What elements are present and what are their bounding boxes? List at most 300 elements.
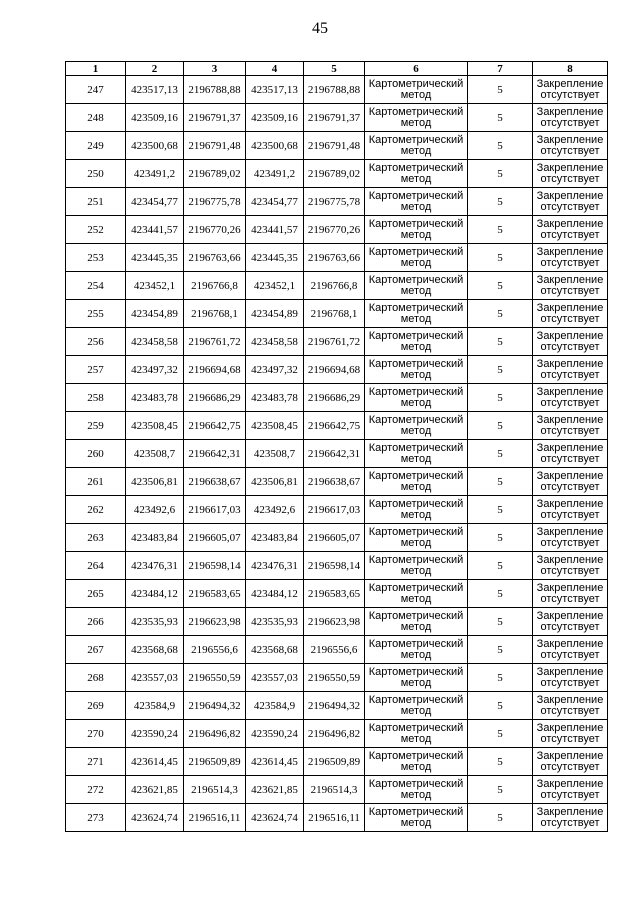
note-cell — [533, 328, 608, 356]
method-cell — [365, 636, 468, 664]
method-cell — [365, 104, 468, 132]
point-number-cell: 259 — [66, 412, 126, 440]
point-number-cell: 269 — [66, 692, 126, 720]
y-coordinate-cell: 2196791,48 — [184, 132, 246, 160]
point-number-cell: 258 — [66, 384, 126, 412]
x-coordinate-cell: 423590,24 — [246, 720, 304, 748]
x-coordinate-cell: 423506,81 — [126, 468, 184, 496]
method-text: Картометрический — [368, 497, 464, 510]
note-text: отсутствует — [540, 564, 600, 577]
note-text: Закрепление — [536, 581, 604, 594]
note-text: отсутствует — [540, 648, 600, 661]
column-header: 8 — [533, 62, 608, 76]
y-coordinate-cell: 2196514,3 — [184, 776, 246, 804]
method-cell — [365, 580, 468, 608]
table-row — [66, 524, 608, 552]
method-text: Картометрический — [368, 301, 464, 314]
method-text: Картометрический — [368, 217, 464, 230]
note-cell — [533, 468, 608, 496]
method-text: метод — [400, 116, 432, 129]
note-text: Закрепление — [536, 441, 604, 454]
note-text: отсутствует — [540, 816, 600, 829]
x-coordinate-cell: 423454,89 — [126, 300, 184, 328]
accuracy-cell: 5 — [468, 496, 533, 524]
method-text: Картометрический — [368, 721, 464, 734]
table-row — [66, 384, 608, 412]
note-text: Закрепление — [536, 385, 604, 398]
x-coordinate-cell: 423614,45 — [246, 748, 304, 776]
note-text: Закрепление — [536, 693, 604, 706]
x-coordinate-cell: 423476,31 — [246, 552, 304, 580]
y-coordinate-cell: 2196763,66 — [304, 244, 365, 272]
method-cell — [365, 720, 468, 748]
x-coordinate-cell: 423624,74 — [246, 804, 304, 832]
y-coordinate-cell: 2196791,48 — [304, 132, 365, 160]
x-coordinate-cell: 423568,68 — [126, 636, 184, 664]
x-coordinate-cell: 423484,12 — [246, 580, 304, 608]
point-number-cell: 268 — [66, 664, 126, 692]
y-coordinate-cell: 2196791,37 — [304, 104, 365, 132]
table-row — [66, 440, 608, 468]
method-text: метод — [400, 228, 432, 241]
point-number-cell: 265 — [66, 580, 126, 608]
method-text: метод — [400, 144, 432, 157]
method-text: Картометрический — [368, 133, 464, 146]
x-coordinate-cell: 423621,85 — [126, 776, 184, 804]
method-text: метод — [400, 732, 432, 745]
note-cell — [533, 608, 608, 636]
note-cell — [533, 272, 608, 300]
x-coordinate-cell: 423454,77 — [246, 188, 304, 216]
y-coordinate-cell: 2196766,8 — [184, 272, 246, 300]
point-number-cell: 262 — [66, 496, 126, 524]
note-text: Закрепление — [536, 133, 604, 146]
method-text: Картометрический — [368, 469, 464, 482]
point-number-cell: 249 — [66, 132, 126, 160]
y-coordinate-cell: 2196623,98 — [184, 608, 246, 636]
y-coordinate-cell: 2196556,6 — [304, 636, 365, 664]
x-coordinate-cell: 423458,58 — [126, 328, 184, 356]
note-text: Закрепление — [536, 777, 604, 790]
method-cell — [365, 76, 468, 104]
table-row — [66, 692, 608, 720]
accuracy-cell: 5 — [468, 244, 533, 272]
note-text: Закрепление — [536, 245, 604, 258]
x-coordinate-cell: 423454,89 — [246, 300, 304, 328]
note-text: Закрепление — [536, 553, 604, 566]
x-coordinate-cell: 423584,9 — [126, 692, 184, 720]
method-text: метод — [400, 816, 432, 829]
method-text: метод — [400, 256, 432, 269]
method-text: метод — [400, 508, 432, 521]
y-coordinate-cell: 2196598,14 — [304, 552, 365, 580]
y-coordinate-cell: 2196598,14 — [184, 552, 246, 580]
note-cell — [533, 300, 608, 328]
x-coordinate-cell: 423557,03 — [246, 664, 304, 692]
table-row — [66, 776, 608, 804]
y-coordinate-cell: 2196496,82 — [304, 720, 365, 748]
note-text: Закрепление — [536, 273, 604, 286]
accuracy-cell: 5 — [468, 412, 533, 440]
method-text: метод — [400, 284, 432, 297]
note-cell — [533, 776, 608, 804]
method-text: метод — [400, 648, 432, 661]
method-cell — [365, 412, 468, 440]
y-coordinate-cell: 2196617,03 — [304, 496, 365, 524]
accuracy-cell: 5 — [468, 748, 533, 776]
x-coordinate-cell: 423557,03 — [126, 664, 184, 692]
x-coordinate-cell: 423458,58 — [246, 328, 304, 356]
note-text: отсутствует — [540, 340, 600, 353]
x-coordinate-cell: 423509,16 — [126, 104, 184, 132]
note-text: отсутствует — [540, 760, 600, 773]
method-text: метод — [400, 480, 432, 493]
y-coordinate-cell: 2196789,02 — [304, 160, 365, 188]
x-coordinate-cell: 423497,32 — [246, 356, 304, 384]
table-row — [66, 552, 608, 580]
table-row — [66, 720, 608, 748]
note-text: Закрепление — [536, 637, 604, 650]
y-coordinate-cell: 2196768,1 — [304, 300, 365, 328]
accuracy-cell: 5 — [468, 160, 533, 188]
method-text: Картометрический — [368, 273, 464, 286]
x-coordinate-cell: 423508,7 — [246, 440, 304, 468]
method-cell — [365, 328, 468, 356]
y-coordinate-cell: 2196638,67 — [184, 468, 246, 496]
note-text: отсутствует — [540, 788, 600, 801]
point-number-cell: 271 — [66, 748, 126, 776]
method-cell — [365, 132, 468, 160]
note-text: Закрепление — [536, 525, 604, 538]
accuracy-cell: 5 — [468, 552, 533, 580]
y-coordinate-cell: 2196694,68 — [304, 356, 365, 384]
x-coordinate-cell: 423517,13 — [246, 76, 304, 104]
point-number-cell: 251 — [66, 188, 126, 216]
note-text: отсутствует — [540, 144, 600, 157]
table-row — [66, 580, 608, 608]
note-text: отсутствует — [540, 620, 600, 633]
note-cell — [533, 188, 608, 216]
y-coordinate-cell: 2196642,31 — [184, 440, 246, 468]
method-text: Картометрический — [368, 161, 464, 174]
y-coordinate-cell: 2196770,26 — [184, 216, 246, 244]
note-cell — [533, 160, 608, 188]
table-row — [66, 272, 608, 300]
method-text: метод — [400, 620, 432, 633]
y-coordinate-cell: 2196642,75 — [304, 412, 365, 440]
accuracy-cell: 5 — [468, 580, 533, 608]
x-coordinate-cell: 423568,68 — [246, 636, 304, 664]
accuracy-cell: 5 — [468, 692, 533, 720]
note-text: отсутствует — [540, 200, 600, 213]
note-text: отсутствует — [540, 676, 600, 689]
method-cell — [365, 244, 468, 272]
y-coordinate-cell: 2196686,29 — [304, 384, 365, 412]
note-text: отсутствует — [540, 536, 600, 549]
method-text: Картометрический — [368, 553, 464, 566]
note-cell — [533, 720, 608, 748]
method-cell — [365, 468, 468, 496]
note-text: Закрепление — [536, 469, 604, 482]
y-coordinate-cell: 2196514,3 — [304, 776, 365, 804]
y-coordinate-cell: 2196509,89 — [184, 748, 246, 776]
x-coordinate-cell: 423483,78 — [126, 384, 184, 412]
point-number-cell: 270 — [66, 720, 126, 748]
note-text: отсутствует — [540, 396, 600, 409]
note-text: отсутствует — [540, 424, 600, 437]
y-coordinate-cell: 2196623,98 — [304, 608, 365, 636]
note-text: Закрепление — [536, 497, 604, 510]
y-coordinate-cell: 2196516,11 — [184, 804, 246, 832]
note-text: отсутствует — [540, 480, 600, 493]
accuracy-cell: 5 — [468, 664, 533, 692]
x-coordinate-cell: 423500,68 — [126, 132, 184, 160]
method-cell — [365, 440, 468, 468]
column-header: 4 — [246, 62, 304, 76]
method-cell — [365, 272, 468, 300]
table-row — [66, 328, 608, 356]
note-cell — [533, 244, 608, 272]
note-text: Закрепление — [536, 357, 604, 370]
method-text: метод — [400, 396, 432, 409]
table-row — [66, 216, 608, 244]
method-cell — [365, 384, 468, 412]
point-number-cell: 257 — [66, 356, 126, 384]
note-cell — [533, 636, 608, 664]
y-coordinate-cell: 2196775,78 — [304, 188, 365, 216]
x-coordinate-cell: 423441,57 — [246, 216, 304, 244]
y-coordinate-cell: 2196775,78 — [184, 188, 246, 216]
note-text: Закрепление — [536, 609, 604, 622]
accuracy-cell: 5 — [468, 384, 533, 412]
method-text: метод — [400, 452, 432, 465]
note-cell — [533, 412, 608, 440]
x-coordinate-cell: 423441,57 — [126, 216, 184, 244]
method-cell — [365, 664, 468, 692]
accuracy-cell: 5 — [468, 636, 533, 664]
method-text: Картометрический — [368, 385, 464, 398]
table-row — [66, 300, 608, 328]
note-text: отсутствует — [540, 508, 600, 521]
method-text: Картометрический — [368, 329, 464, 342]
method-text: метод — [400, 172, 432, 185]
note-cell — [533, 524, 608, 552]
y-coordinate-cell: 2196686,29 — [184, 384, 246, 412]
x-coordinate-cell: 423476,31 — [126, 552, 184, 580]
x-coordinate-cell: 423497,32 — [126, 356, 184, 384]
y-coordinate-cell: 2196770,26 — [304, 216, 365, 244]
method-text: Картометрический — [368, 609, 464, 622]
x-coordinate-cell: 423508,45 — [246, 412, 304, 440]
x-coordinate-cell: 423492,6 — [126, 496, 184, 524]
point-number-cell: 264 — [66, 552, 126, 580]
method-text: Картометрический — [368, 525, 464, 538]
y-coordinate-cell: 2196761,72 — [184, 328, 246, 356]
y-coordinate-cell: 2196516,11 — [304, 804, 365, 832]
x-coordinate-cell: 423445,35 — [126, 244, 184, 272]
point-number-cell: 255 — [66, 300, 126, 328]
x-coordinate-cell: 423614,45 — [126, 748, 184, 776]
column-header: 7 — [468, 62, 533, 76]
x-coordinate-cell: 423484,12 — [126, 580, 184, 608]
method-text: Картометрический — [368, 777, 464, 790]
y-coordinate-cell: 2196617,03 — [184, 496, 246, 524]
note-text: отсутствует — [540, 592, 600, 605]
accuracy-cell: 5 — [468, 776, 533, 804]
point-number-cell: 263 — [66, 524, 126, 552]
y-coordinate-cell: 2196694,68 — [184, 356, 246, 384]
column-header: 1 — [66, 62, 126, 76]
method-cell — [365, 188, 468, 216]
method-text: Картометрический — [368, 805, 464, 818]
point-number-cell: 267 — [66, 636, 126, 664]
point-number-cell: 256 — [66, 328, 126, 356]
y-coordinate-cell: 2196763,66 — [184, 244, 246, 272]
x-coordinate-cell: 423590,24 — [126, 720, 184, 748]
note-text: Закрепление — [536, 77, 604, 90]
method-cell — [365, 692, 468, 720]
method-text: метод — [400, 564, 432, 577]
x-coordinate-cell: 423535,93 — [246, 608, 304, 636]
point-number-cell: 252 — [66, 216, 126, 244]
note-cell — [533, 496, 608, 524]
table-row — [66, 636, 608, 664]
y-coordinate-cell: 2196550,59 — [184, 664, 246, 692]
y-coordinate-cell: 2196766,8 — [304, 272, 365, 300]
point-number-cell: 261 — [66, 468, 126, 496]
table-row — [66, 804, 608, 832]
note-text: отсутствует — [540, 88, 600, 101]
accuracy-cell: 5 — [468, 216, 533, 244]
x-coordinate-cell: 423445,35 — [246, 244, 304, 272]
note-cell — [533, 216, 608, 244]
method-cell — [365, 608, 468, 636]
note-cell — [533, 580, 608, 608]
method-text: Картометрический — [368, 749, 464, 762]
note-cell — [533, 76, 608, 104]
column-header: 5 — [304, 62, 365, 76]
accuracy-cell: 5 — [468, 328, 533, 356]
table-row — [66, 608, 608, 636]
method-text: метод — [400, 536, 432, 549]
note-cell — [533, 748, 608, 776]
note-text: отсутствует — [540, 228, 600, 241]
y-coordinate-cell: 2196583,65 — [184, 580, 246, 608]
x-coordinate-cell: 423483,84 — [246, 524, 304, 552]
method-cell — [365, 160, 468, 188]
accuracy-cell: 5 — [468, 720, 533, 748]
table-row — [66, 132, 608, 160]
x-coordinate-cell: 423509,16 — [246, 104, 304, 132]
accuracy-cell: 5 — [468, 132, 533, 160]
point-number-cell: 250 — [66, 160, 126, 188]
y-coordinate-cell: 2196556,6 — [184, 636, 246, 664]
point-number-cell: 253 — [66, 244, 126, 272]
table-row — [66, 104, 608, 132]
point-number-cell: 266 — [66, 608, 126, 636]
note-cell — [533, 104, 608, 132]
point-number-cell: 273 — [66, 804, 126, 832]
accuracy-cell: 5 — [468, 356, 533, 384]
note-text: Закрепление — [536, 301, 604, 314]
x-coordinate-cell: 423621,85 — [246, 776, 304, 804]
y-coordinate-cell: 2196583,65 — [304, 580, 365, 608]
accuracy-cell: 5 — [468, 76, 533, 104]
method-text: метод — [400, 592, 432, 605]
note-cell — [533, 804, 608, 832]
x-coordinate-cell: 423491,2 — [246, 160, 304, 188]
column-header: 2 — [126, 62, 184, 76]
table-row — [66, 188, 608, 216]
y-coordinate-cell: 2196494,32 — [184, 692, 246, 720]
accuracy-cell: 5 — [468, 188, 533, 216]
table-row — [66, 468, 608, 496]
header-row — [66, 62, 608, 76]
accuracy-cell: 5 — [468, 608, 533, 636]
y-coordinate-cell: 2196768,1 — [184, 300, 246, 328]
x-coordinate-cell: 423500,68 — [246, 132, 304, 160]
method-text: Картометрический — [368, 189, 464, 202]
x-coordinate-cell: 423492,6 — [246, 496, 304, 524]
method-text: метод — [400, 788, 432, 801]
x-coordinate-cell: 423483,84 — [126, 524, 184, 552]
point-number-cell: 254 — [66, 272, 126, 300]
method-cell — [365, 524, 468, 552]
method-text: метод — [400, 424, 432, 437]
note-cell — [533, 356, 608, 384]
table-row — [66, 412, 608, 440]
note-text: Закрепление — [536, 217, 604, 230]
y-coordinate-cell: 2196605,07 — [184, 524, 246, 552]
method-cell — [365, 552, 468, 580]
method-text: метод — [400, 368, 432, 381]
method-text: Картометрический — [368, 693, 464, 706]
y-coordinate-cell: 2196605,07 — [304, 524, 365, 552]
method-text: Картометрический — [368, 637, 464, 650]
method-text: Картометрический — [368, 357, 464, 370]
point-number-cell: 272 — [66, 776, 126, 804]
point-number-cell: 260 — [66, 440, 126, 468]
accuracy-cell: 5 — [468, 524, 533, 552]
y-coordinate-cell: 2196638,67 — [304, 468, 365, 496]
point-number-cell: 248 — [66, 104, 126, 132]
method-text: Картометрический — [368, 441, 464, 454]
note-cell — [533, 664, 608, 692]
note-cell — [533, 552, 608, 580]
note-text: отсутствует — [540, 256, 600, 269]
y-coordinate-cell: 2196761,72 — [304, 328, 365, 356]
method-cell — [365, 300, 468, 328]
column-header: 6 — [365, 62, 468, 76]
method-text: метод — [400, 312, 432, 325]
y-coordinate-cell: 2196789,02 — [184, 160, 246, 188]
method-cell — [365, 496, 468, 524]
accuracy-cell: 5 — [468, 104, 533, 132]
method-cell — [365, 776, 468, 804]
y-coordinate-cell: 2196550,59 — [304, 664, 365, 692]
note-text: Закрепление — [536, 749, 604, 762]
accuracy-cell: 5 — [468, 272, 533, 300]
method-text: Картометрический — [368, 245, 464, 258]
x-coordinate-cell: 423491,2 — [126, 160, 184, 188]
table-row — [66, 356, 608, 384]
note-text: Закрепление — [536, 721, 604, 734]
note-text: Закрепление — [536, 805, 604, 818]
table-body — [66, 76, 608, 832]
note-text: отсутствует — [540, 368, 600, 381]
method-text: Картометрический — [368, 665, 464, 678]
note-cell — [533, 132, 608, 160]
